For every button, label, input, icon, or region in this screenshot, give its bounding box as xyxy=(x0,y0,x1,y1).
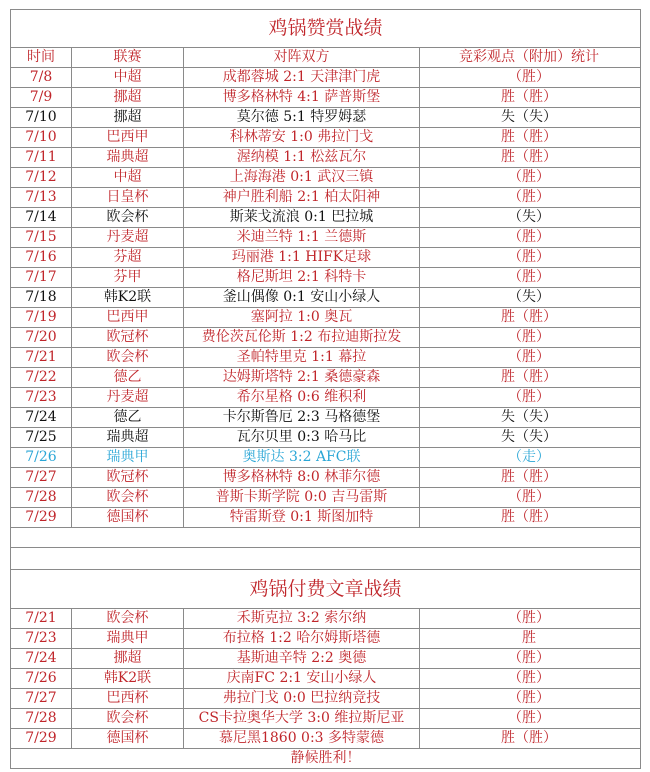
cell-match: 神户胜利船 2:1 柏太阳神 xyxy=(184,188,420,207)
cell-league: 瑞典超 xyxy=(72,148,184,167)
footer-text: 静候胜利！ xyxy=(11,749,640,769)
cell-result: 胜（胜） xyxy=(501,89,557,105)
cell-date: 7/25 xyxy=(11,428,72,447)
cell-date: 7/13 xyxy=(11,188,72,207)
cell-date: 7/18 xyxy=(11,288,72,307)
cell-date: 7/28 xyxy=(11,709,72,728)
section1-title: 鸡锅赞赏战绩 xyxy=(11,10,640,48)
cell-match: 费伦茨瓦伦斯 1:2 布拉迪斯拉发 xyxy=(184,328,420,347)
cell-match: 慕尼黑1860 0:3 多特蒙德 xyxy=(184,729,420,748)
cell-league: 挪超 xyxy=(72,649,184,668)
header-match: 对阵双方 xyxy=(184,48,420,67)
cell-date: 7/27 xyxy=(11,689,72,708)
cell-league: 挪超 xyxy=(72,108,184,127)
cell-date: 7/21 xyxy=(11,609,72,628)
cell-date: 7/22 xyxy=(11,368,72,387)
cell-match: 莫尔德 5:1 特罗姆瑟 xyxy=(184,108,420,127)
cell-league: 德乙 xyxy=(72,408,184,427)
table-row xyxy=(11,88,640,108)
cell-league: 欧会杯 xyxy=(72,348,184,367)
table-row xyxy=(11,268,640,288)
cell-result: （失） xyxy=(508,289,550,305)
table-row xyxy=(11,408,640,428)
table-row xyxy=(11,148,640,168)
table-row xyxy=(11,508,640,528)
cell-date: 7/10 xyxy=(11,108,72,127)
section1-rows xyxy=(11,68,640,528)
cell-result: （胜） xyxy=(508,710,550,726)
cell-date: 7/14 xyxy=(11,208,72,227)
cell-match: 特雷斯登 0:1 斯图加特 xyxy=(184,508,420,527)
cell-match: 科林蒂安 1:0 弗拉门戈 xyxy=(184,128,420,147)
table-row xyxy=(11,68,640,88)
section-gap xyxy=(11,548,640,570)
cell-result: （胜） xyxy=(508,269,550,285)
cell-result: 胜（胜） xyxy=(501,369,557,385)
cell-date: 7/19 xyxy=(11,308,72,327)
cell-date: 7/17 xyxy=(11,268,72,287)
table-row xyxy=(11,729,640,749)
cell-league: 中超 xyxy=(72,68,184,87)
cell-league: 挪超 xyxy=(72,88,184,107)
cell-result: （胜） xyxy=(508,329,550,345)
cell-league: 瑞典甲 xyxy=(72,448,184,467)
cell-league: 德乙 xyxy=(72,368,184,387)
cell-date: 7/26 xyxy=(11,448,72,467)
cell-result: （胜） xyxy=(508,349,550,365)
cell-league: 丹麦超 xyxy=(72,228,184,247)
table-row xyxy=(11,108,640,128)
cell-match: 达姆斯塔特 2:1 桑德豪森 xyxy=(184,368,420,387)
cell-result: （胜） xyxy=(508,489,550,505)
cell-match: 博多格林特 8:0 林菲尔德 xyxy=(184,468,420,487)
cell-match: 禾斯克拉 3:2 索尔纳 xyxy=(184,609,420,628)
cell-league: 巴西甲 xyxy=(72,308,184,327)
cell-league: 欧会杯 xyxy=(72,488,184,507)
cell-match: 普斯卡斯学院 0:0 吉马雷斯 xyxy=(184,488,420,507)
cell-result: （走） xyxy=(508,449,550,465)
table-row xyxy=(11,308,640,328)
cell-match: 希尔星格 0:6 维积利 xyxy=(184,388,420,407)
cell-result: 胜（胜） xyxy=(501,129,557,145)
cell-league: 欧冠杯 xyxy=(72,468,184,487)
table-row xyxy=(11,228,640,248)
cell-date: 7/27 xyxy=(11,468,72,487)
cell-result: （胜） xyxy=(508,670,550,686)
cell-match: 卡尔斯鲁厄 2:3 马格德堡 xyxy=(184,408,420,427)
cell-date: 7/29 xyxy=(11,508,72,527)
cell-league: 德国杯 xyxy=(72,508,184,527)
section2-rows xyxy=(11,609,640,749)
cell-league: 瑞典超 xyxy=(72,428,184,447)
cell-result: 失（失） xyxy=(501,109,557,125)
cell-league: 芬超 xyxy=(72,248,184,267)
cell-match: 釜山偶像 0:1 安山小绿人 xyxy=(184,288,420,307)
cell-result: （胜） xyxy=(508,229,550,245)
cell-match: 博多格林特 4:1 萨普斯堡 xyxy=(184,88,420,107)
table-row xyxy=(11,348,640,368)
blank-row xyxy=(11,528,640,548)
cell-match: 塞阿拉 1:0 奥瓦 xyxy=(184,308,420,327)
table-row xyxy=(11,428,640,448)
cell-match: 斯莱戈流浪 0:1 巴拉城 xyxy=(184,208,420,227)
section2-title: 鸡锅付费文章战绩 xyxy=(11,570,640,609)
cell-league: 芬甲 xyxy=(72,268,184,287)
cell-result: （失） xyxy=(508,209,550,225)
header-result: 竞彩观点（附加）统计 xyxy=(459,49,599,65)
cell-league: 欧会杯 xyxy=(72,208,184,227)
cell-league: 巴西杯 xyxy=(72,689,184,708)
cell-date: 7/10 xyxy=(11,128,72,147)
cell-result: 胜（胜） xyxy=(501,509,557,525)
cell-league: 德国杯 xyxy=(72,729,184,748)
table-row xyxy=(11,488,640,508)
cell-date: 7/20 xyxy=(11,328,72,347)
cell-date: 7/12 xyxy=(11,168,72,187)
table-row xyxy=(11,609,640,629)
cell-result: 胜 xyxy=(522,630,536,646)
cell-date: 7/24 xyxy=(11,649,72,668)
table-row xyxy=(11,468,640,488)
cell-match: 米迪兰特 1:1 兰德斯 xyxy=(184,228,420,247)
cell-result: （胜） xyxy=(508,690,550,706)
cell-match: 成都蓉城 2:1 天津津门虎 xyxy=(184,68,420,87)
cell-date: 7/8 xyxy=(11,68,72,87)
cell-league: 欧会杯 xyxy=(72,609,184,628)
table-row xyxy=(11,629,640,649)
cell-date: 7/9 xyxy=(11,88,72,107)
header-row xyxy=(11,48,640,68)
cell-league: 中超 xyxy=(72,168,184,187)
table-row xyxy=(11,448,640,468)
cell-match: 弗拉门戈 0:0 巴拉纳竞技 xyxy=(184,689,420,708)
cell-result: （胜） xyxy=(508,189,550,205)
table-row xyxy=(11,168,640,188)
table-row xyxy=(11,128,640,148)
table-row xyxy=(11,388,640,408)
cell-league: 瑞典甲 xyxy=(72,629,184,648)
cell-date: 7/28 xyxy=(11,488,72,507)
cell-result: （胜） xyxy=(508,169,550,185)
cell-league: 欧冠杯 xyxy=(72,328,184,347)
table-row xyxy=(11,188,640,208)
cell-result: 胜（胜） xyxy=(501,730,557,746)
cell-match: 奥斯达 3:2 AFC联 xyxy=(184,448,420,467)
table-row xyxy=(11,248,640,268)
cell-date: 7/21 xyxy=(11,348,72,367)
cell-result: 胜（胜） xyxy=(501,149,557,165)
table-row xyxy=(11,689,640,709)
cell-date: 7/29 xyxy=(11,729,72,748)
cell-result: （胜） xyxy=(508,249,550,265)
cell-result: （胜） xyxy=(508,610,550,626)
cell-result: 胜（胜） xyxy=(501,469,557,485)
cell-match: 庆南FC 2:1 安山小绿人 xyxy=(184,669,420,688)
record-sheet xyxy=(10,9,641,769)
cell-match: 上海海港 0:1 武汉三镇 xyxy=(184,168,420,187)
cell-match: 玛丽港 1:1 HIFK足球 xyxy=(184,248,420,267)
table-row xyxy=(11,709,640,729)
cell-league: 欧会杯 xyxy=(72,709,184,728)
table-row xyxy=(11,649,640,669)
table-row xyxy=(11,288,640,308)
cell-result: （胜） xyxy=(508,69,550,85)
cell-match: CS卡拉奥华大学 3:0 维拉斯尼亚 xyxy=(184,709,420,728)
table-row xyxy=(11,368,640,388)
cell-result: 失（失） xyxy=(501,429,557,445)
cell-league: 日皇杯 xyxy=(72,188,184,207)
cell-match: 布拉格 1:2 哈尔姆斯塔德 xyxy=(184,629,420,648)
cell-league: 丹麦超 xyxy=(72,388,184,407)
cell-match: 渥纳模 1:1 松兹瓦尔 xyxy=(184,148,420,167)
cell-league: 韩K2联 xyxy=(72,288,184,307)
cell-date: 7/15 xyxy=(11,228,72,247)
cell-date: 7/26 xyxy=(11,669,72,688)
header-league: 联赛 xyxy=(72,48,184,67)
cell-league: 韩K2联 xyxy=(72,669,184,688)
table-row xyxy=(11,669,640,689)
cell-result: 失（失） xyxy=(501,409,557,425)
cell-match: 格尼斯坦 2:1 科特卡 xyxy=(184,268,420,287)
cell-result: 胜（胜） xyxy=(501,309,557,325)
cell-result: （胜） xyxy=(508,650,550,666)
cell-date: 7/24 xyxy=(11,408,72,427)
cell-match: 瓦尔贝里 0:3 哈马比 xyxy=(184,428,420,447)
cell-league: 巴西甲 xyxy=(72,128,184,147)
cell-date: 7/23 xyxy=(11,388,72,407)
header-date: 时间 xyxy=(11,48,72,67)
cell-date: 7/16 xyxy=(11,248,72,267)
cell-match: 基斯迪辛特 2:2 奥德 xyxy=(184,649,420,668)
table-row xyxy=(11,328,640,348)
cell-result: （胜） xyxy=(508,389,550,405)
table-row xyxy=(11,208,640,228)
cell-match: 圣帕特里克 1:1 幕拉 xyxy=(184,348,420,367)
cell-date: 7/11 xyxy=(11,148,72,167)
cell-date: 7/23 xyxy=(11,629,72,648)
